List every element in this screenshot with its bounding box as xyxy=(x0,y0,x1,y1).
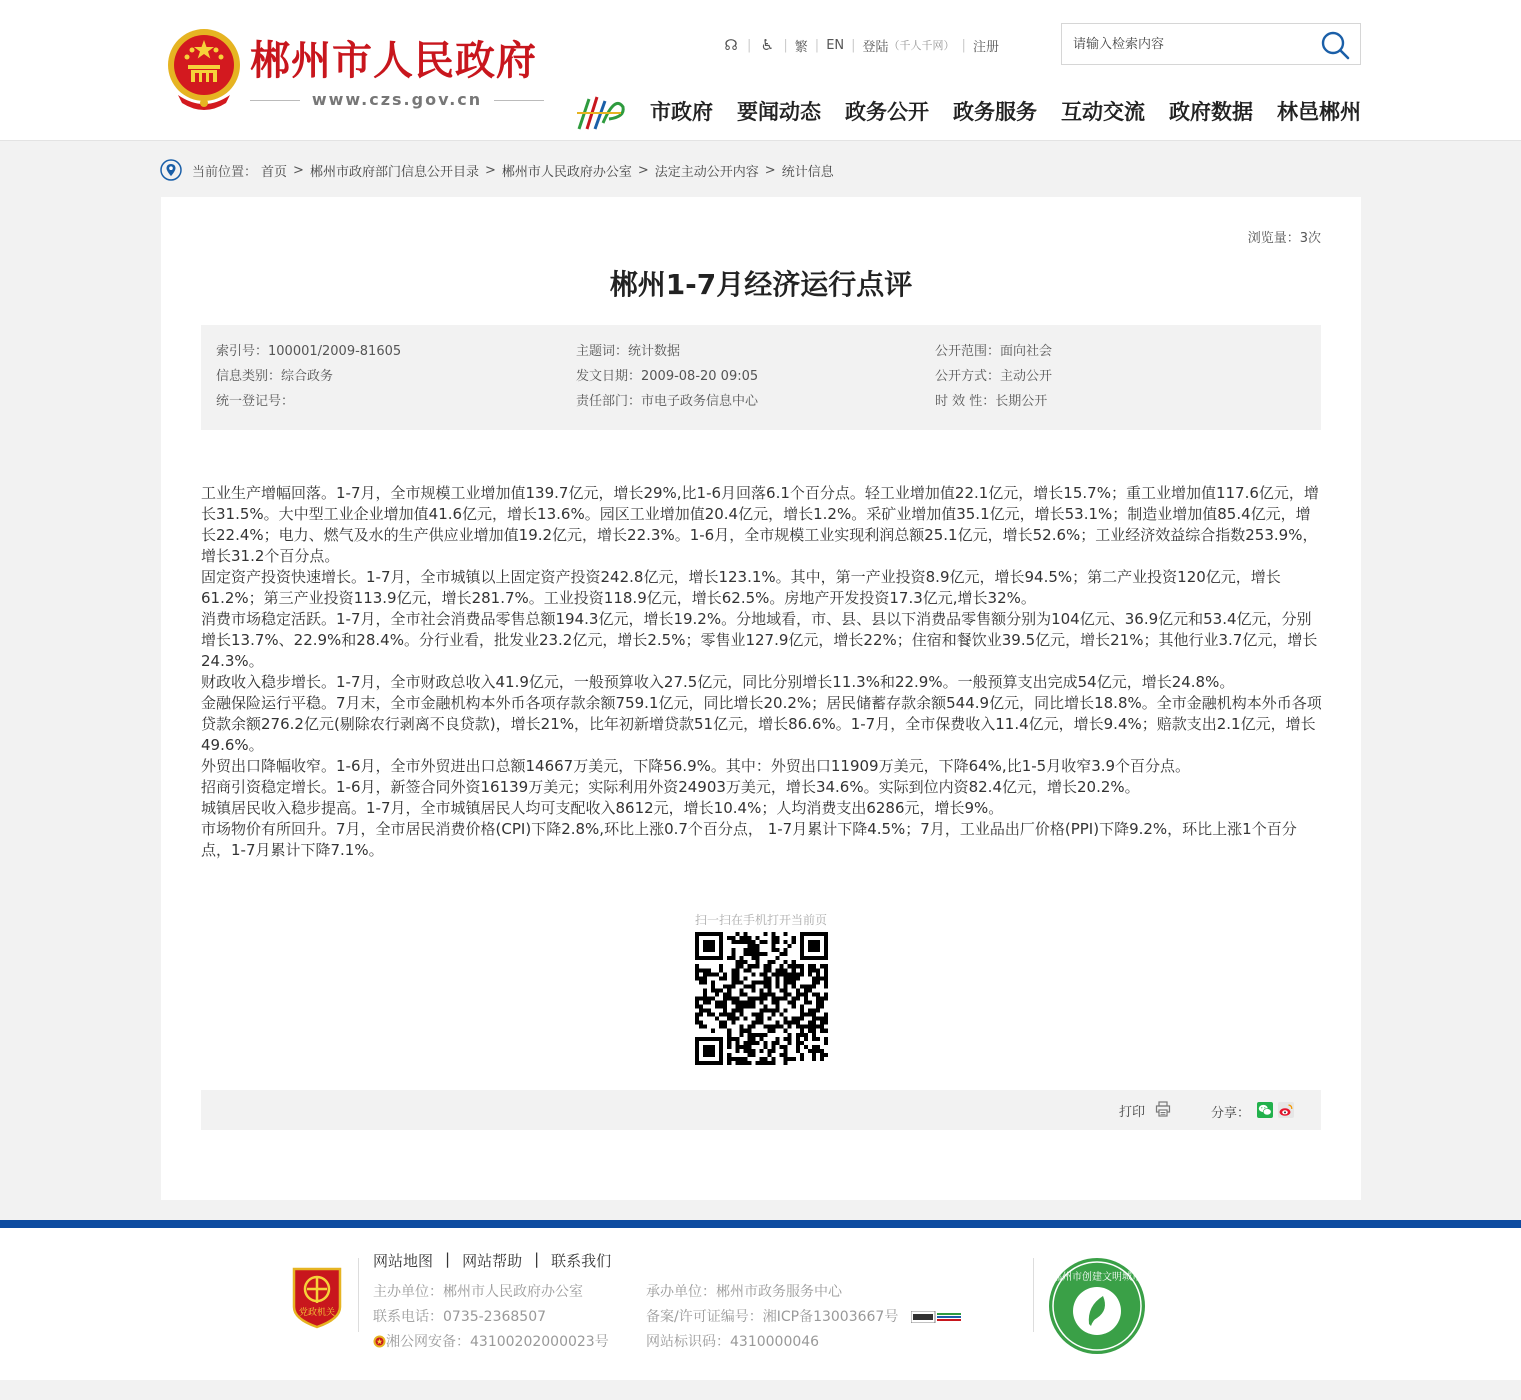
article-paragraph: 招商引资稳定增长。1-6月，新签合同外资16139万美元；实际利用外资24903万美元，增长34.6%。实际到位内资82.4亿元，增长20.2%。 xyxy=(201,778,1140,796)
footer-divider-left xyxy=(358,1258,359,1332)
url-divider-right xyxy=(494,100,544,101)
nav-item-linyi-chenzhou[interactable]: 林邑郴州 xyxy=(1277,100,1361,124)
national-emblem-icon xyxy=(164,27,244,111)
nav-item-gov-affairs-open[interactable]: 政务公开 xyxy=(845,100,929,124)
civilized-city-badge[interactable] xyxy=(1047,1256,1147,1356)
footer-police-text: 湘公网安备：43100202000023号 xyxy=(386,1334,609,1350)
breadcrumb-separator: > xyxy=(293,162,304,178)
meta-index-no: 索引号：100001/2009-81605 xyxy=(216,344,402,359)
footer-link-contact[interactable]: 联系我们 xyxy=(551,1252,612,1270)
breadcrumb-home[interactable]: 首页 xyxy=(261,164,288,180)
weibo-icon[interactable] xyxy=(1278,1102,1294,1118)
nav-item-city-gov[interactable]: 市政府 xyxy=(650,100,713,124)
url-divider-left xyxy=(250,100,300,101)
share-bar xyxy=(201,1090,1321,1130)
site-footer xyxy=(0,1228,1521,1380)
print-button[interactable]: 打印 xyxy=(1119,1105,1146,1120)
nav-item-interaction[interactable]: 互动交流 xyxy=(1061,100,1145,124)
party-gov-badge[interactable] xyxy=(290,1265,344,1329)
footer-icp-text: 备案/许可证编号：湘ICP备13003667号 xyxy=(646,1309,899,1325)
breadcrumb-office[interactable]: 郴州市人民政府办公室 xyxy=(501,164,632,180)
footer-host: 主办单位：郴州市人民政府办公室 xyxy=(373,1284,583,1300)
article-body xyxy=(201,483,1323,861)
city-logo-icon xyxy=(575,93,627,131)
header-toolbar xyxy=(722,34,999,56)
article-paragraph: 工业生产增幅回落。1-7月，全市规模工业增加值139.7亿元，增长29%,比1-6月回落6.1个百分点。轻工业增加值22.1亿元，增长15.7%；重工业增加值117.6亿元，增长31.5%。大中型工业企业增加值41.6亿元，增长13.6%。园区工业增加值20.4亿元，增长1.2%。采矿业增加值35.1亿元，增长53.1%；制造业增加值85.4亿元，增长22.4%；电力、燃气及水的生产供应业增加值19.2亿元，增长22.3%。1-6月，全市规模工业实现利润总额25.1亿元，增长52.6%；工业经济效益综合指数253.9%，增长31.2个百分点。 xyxy=(201,484,1319,565)
breadcrumb-separator: > xyxy=(637,162,649,178)
article-paragraph: 市场物价有所回升。7月，全市居民消费价格(CPI)下降2.8%,环比上涨0.7个百分点， 1-7月累计下降4.5%；7月，工业品出厂价格(PPI)下降9.2%，环比上涨1个百分点，1-7月累计下降7.1%。 xyxy=(201,820,1297,859)
article-paragraph: 固定资产投资快速增长。1-7月，全市城镇以上固定资产投资242.8亿元，增长123.1%。其中，第一产业投资8.9亿元，增长94.5%；第二产业投资120亿元，增长61.2%；第三产业投资113.9亿元，增长281.7%。工业投资118.9亿元，增长62.5%。房地产开发投资17.3亿元,增长32%。 xyxy=(201,568,1281,607)
article-container xyxy=(161,197,1361,1200)
breadcrumb-legal-content[interactable]: 法定主动公开内容 xyxy=(654,164,759,180)
police-badge-icon xyxy=(373,1335,386,1348)
breadcrumb-dept-directory[interactable]: 郴州市政府部门信息公开目录 xyxy=(309,164,479,180)
share-label: 分享： xyxy=(1211,1106,1251,1121)
nav-item-news[interactable]: 要闻动态 xyxy=(737,100,821,124)
accessibility-icon[interactable]: ♿ xyxy=(760,36,775,54)
elder-mode-icon[interactable]: ☊ xyxy=(724,36,738,54)
breadcrumb-statistics[interactable]: 统计信息 xyxy=(781,164,834,180)
footer-bottom-strip xyxy=(0,1380,1521,1400)
footer-police-record[interactable] xyxy=(373,1333,609,1351)
breadcrumb xyxy=(160,157,834,183)
article-title: 郴州1-7月经济运行点评 xyxy=(609,268,913,301)
footer-phone: 联系电话：0735-2368507 xyxy=(373,1309,547,1325)
article-meta xyxy=(201,325,1321,430)
breadcrumb-label: 当前位置： xyxy=(192,164,258,180)
nav-item-gov-data[interactable]: 政府数据 xyxy=(1169,100,1253,124)
party-badge-text: 党政机关 xyxy=(298,1308,336,1318)
article-paragraph: 金融保险运行平稳。7月末，全市金融机构本外币各项存款余额759.1亿元，同比增长20.2%；居民储蓄存款余额544.9亿元，同比增长18.8%。全市金融机构本外币各项贷款余额276.2亿元(剔除农行剥离不良贷款)，增长21%，比年初新增贷款51亿元，增长86.6%。1-7月，全市保费收入11.4亿元，增长9.4%；赔款支出2.1亿元，增长49.6%。 xyxy=(201,694,1322,754)
toolbar-separator: | xyxy=(961,37,966,53)
login-link[interactable]: 登陆 xyxy=(862,39,889,55)
toolbar-separator: | xyxy=(747,37,752,53)
nav-item-gov-services[interactable]: 政务服务 xyxy=(953,100,1037,124)
footer-site-id: 网站标识码：4310000046 xyxy=(646,1334,820,1350)
footer-link-sitemap[interactable]: 网站地图 xyxy=(373,1252,434,1270)
toolbar-separator: | xyxy=(851,37,856,53)
login-note: （千人千网） xyxy=(888,39,955,52)
footer-link-separator: | xyxy=(445,1250,451,1268)
civil-badge-text: 郴州市创建文明城市 xyxy=(1052,1272,1142,1283)
toolbar-separator: | xyxy=(814,37,820,53)
wechat-icon[interactable] xyxy=(1257,1102,1273,1118)
cnzz-stat-icon[interactable] xyxy=(911,1311,961,1323)
article-paragraph: 财政收入稳步增长。1-7月，全市财政总收入41.9亿元，一般预算收入27.5亿元，同比分别增长11.3%和22.9%。一般预算支出完成54亿元，增长24.8%。 xyxy=(201,673,1235,691)
qr-code-icon xyxy=(695,932,828,1065)
article-paragraph: 城镇居民收入稳步提高。1-7月，全市城镇居民人均可支配收入8612元，增长10.4%；人均消费支出6286元，增长9%。 xyxy=(201,799,1004,817)
traditional-chinese-link[interactable]: 繁 xyxy=(794,39,808,55)
meta-reg-no: 统一登记号： xyxy=(216,394,295,409)
search-icon[interactable] xyxy=(1320,30,1350,60)
footer-operator: 承办单位：郴州市政务服务中心 xyxy=(646,1284,842,1300)
footer-icp-record[interactable] xyxy=(646,1308,961,1326)
footer-links xyxy=(373,1250,611,1271)
search-input[interactable] xyxy=(1062,24,1312,64)
main-nav xyxy=(650,96,1361,128)
meta-validity: 时 效 性：长期公开 xyxy=(935,394,1048,409)
meta-dept: 责任部门：市电子政务信息中心 xyxy=(576,394,759,409)
meta-scope: 公开范围：面向社会 xyxy=(935,344,1053,359)
article-paragraph: 消费市场稳定活跃。1-7月，全市社会消费品零售总额194.3亿元，增长19.2%。分地域看，市、县、县以下消费品零售额分别为104亿元、36.9亿元和53.4亿元，分别增长13.7%、22.9%和28.4%。分行业看，批发业23.2亿元，增长2.5%；零售业127.9亿元，增长22%；住宿和餐饮业39.5亿元，增长21%；其他行业3.7亿元，增长24.3%。 xyxy=(201,610,1318,670)
printer-icon[interactable] xyxy=(1155,1101,1171,1117)
breadcrumb-separator: > xyxy=(484,162,496,178)
meta-date: 发文日期：2009-08-20 09:05 xyxy=(576,369,759,384)
breadcrumb-separator: > xyxy=(764,162,776,178)
register-link[interactable]: 注册 xyxy=(972,39,999,55)
article-paragraph: 外贸出口降幅收窄。1-6月，全市外贸进出口总额14667万美元，下降56.9%。其中：外贸出口11909万美元，下降64%,比1-5月收窄3.9个百分点。 xyxy=(201,757,1191,775)
footer-divider-right xyxy=(1033,1258,1034,1332)
footer-link-separator: | xyxy=(534,1250,540,1268)
qr-label: 扫一扫在手机打开当前页 xyxy=(694,913,827,927)
footer-divider xyxy=(0,1220,1521,1228)
site-title[interactable]: 郴州市人民政府 xyxy=(250,38,537,84)
view-count: 浏览量：3次 xyxy=(1247,231,1321,246)
site-header xyxy=(0,0,1521,141)
toolbar-separator: | xyxy=(783,37,788,53)
search-box xyxy=(1061,23,1361,65)
location-icon xyxy=(160,159,182,181)
meta-subject: 主题词：统计数据 xyxy=(576,344,681,359)
meta-category: 信息类别：综合政务 xyxy=(216,369,334,384)
english-link[interactable]: EN xyxy=(826,37,845,53)
meta-method: 公开方式：主动公开 xyxy=(935,369,1053,384)
site-url: www.czs.gov.cn xyxy=(311,90,483,109)
footer-link-help[interactable]: 网站帮助 xyxy=(462,1252,523,1270)
